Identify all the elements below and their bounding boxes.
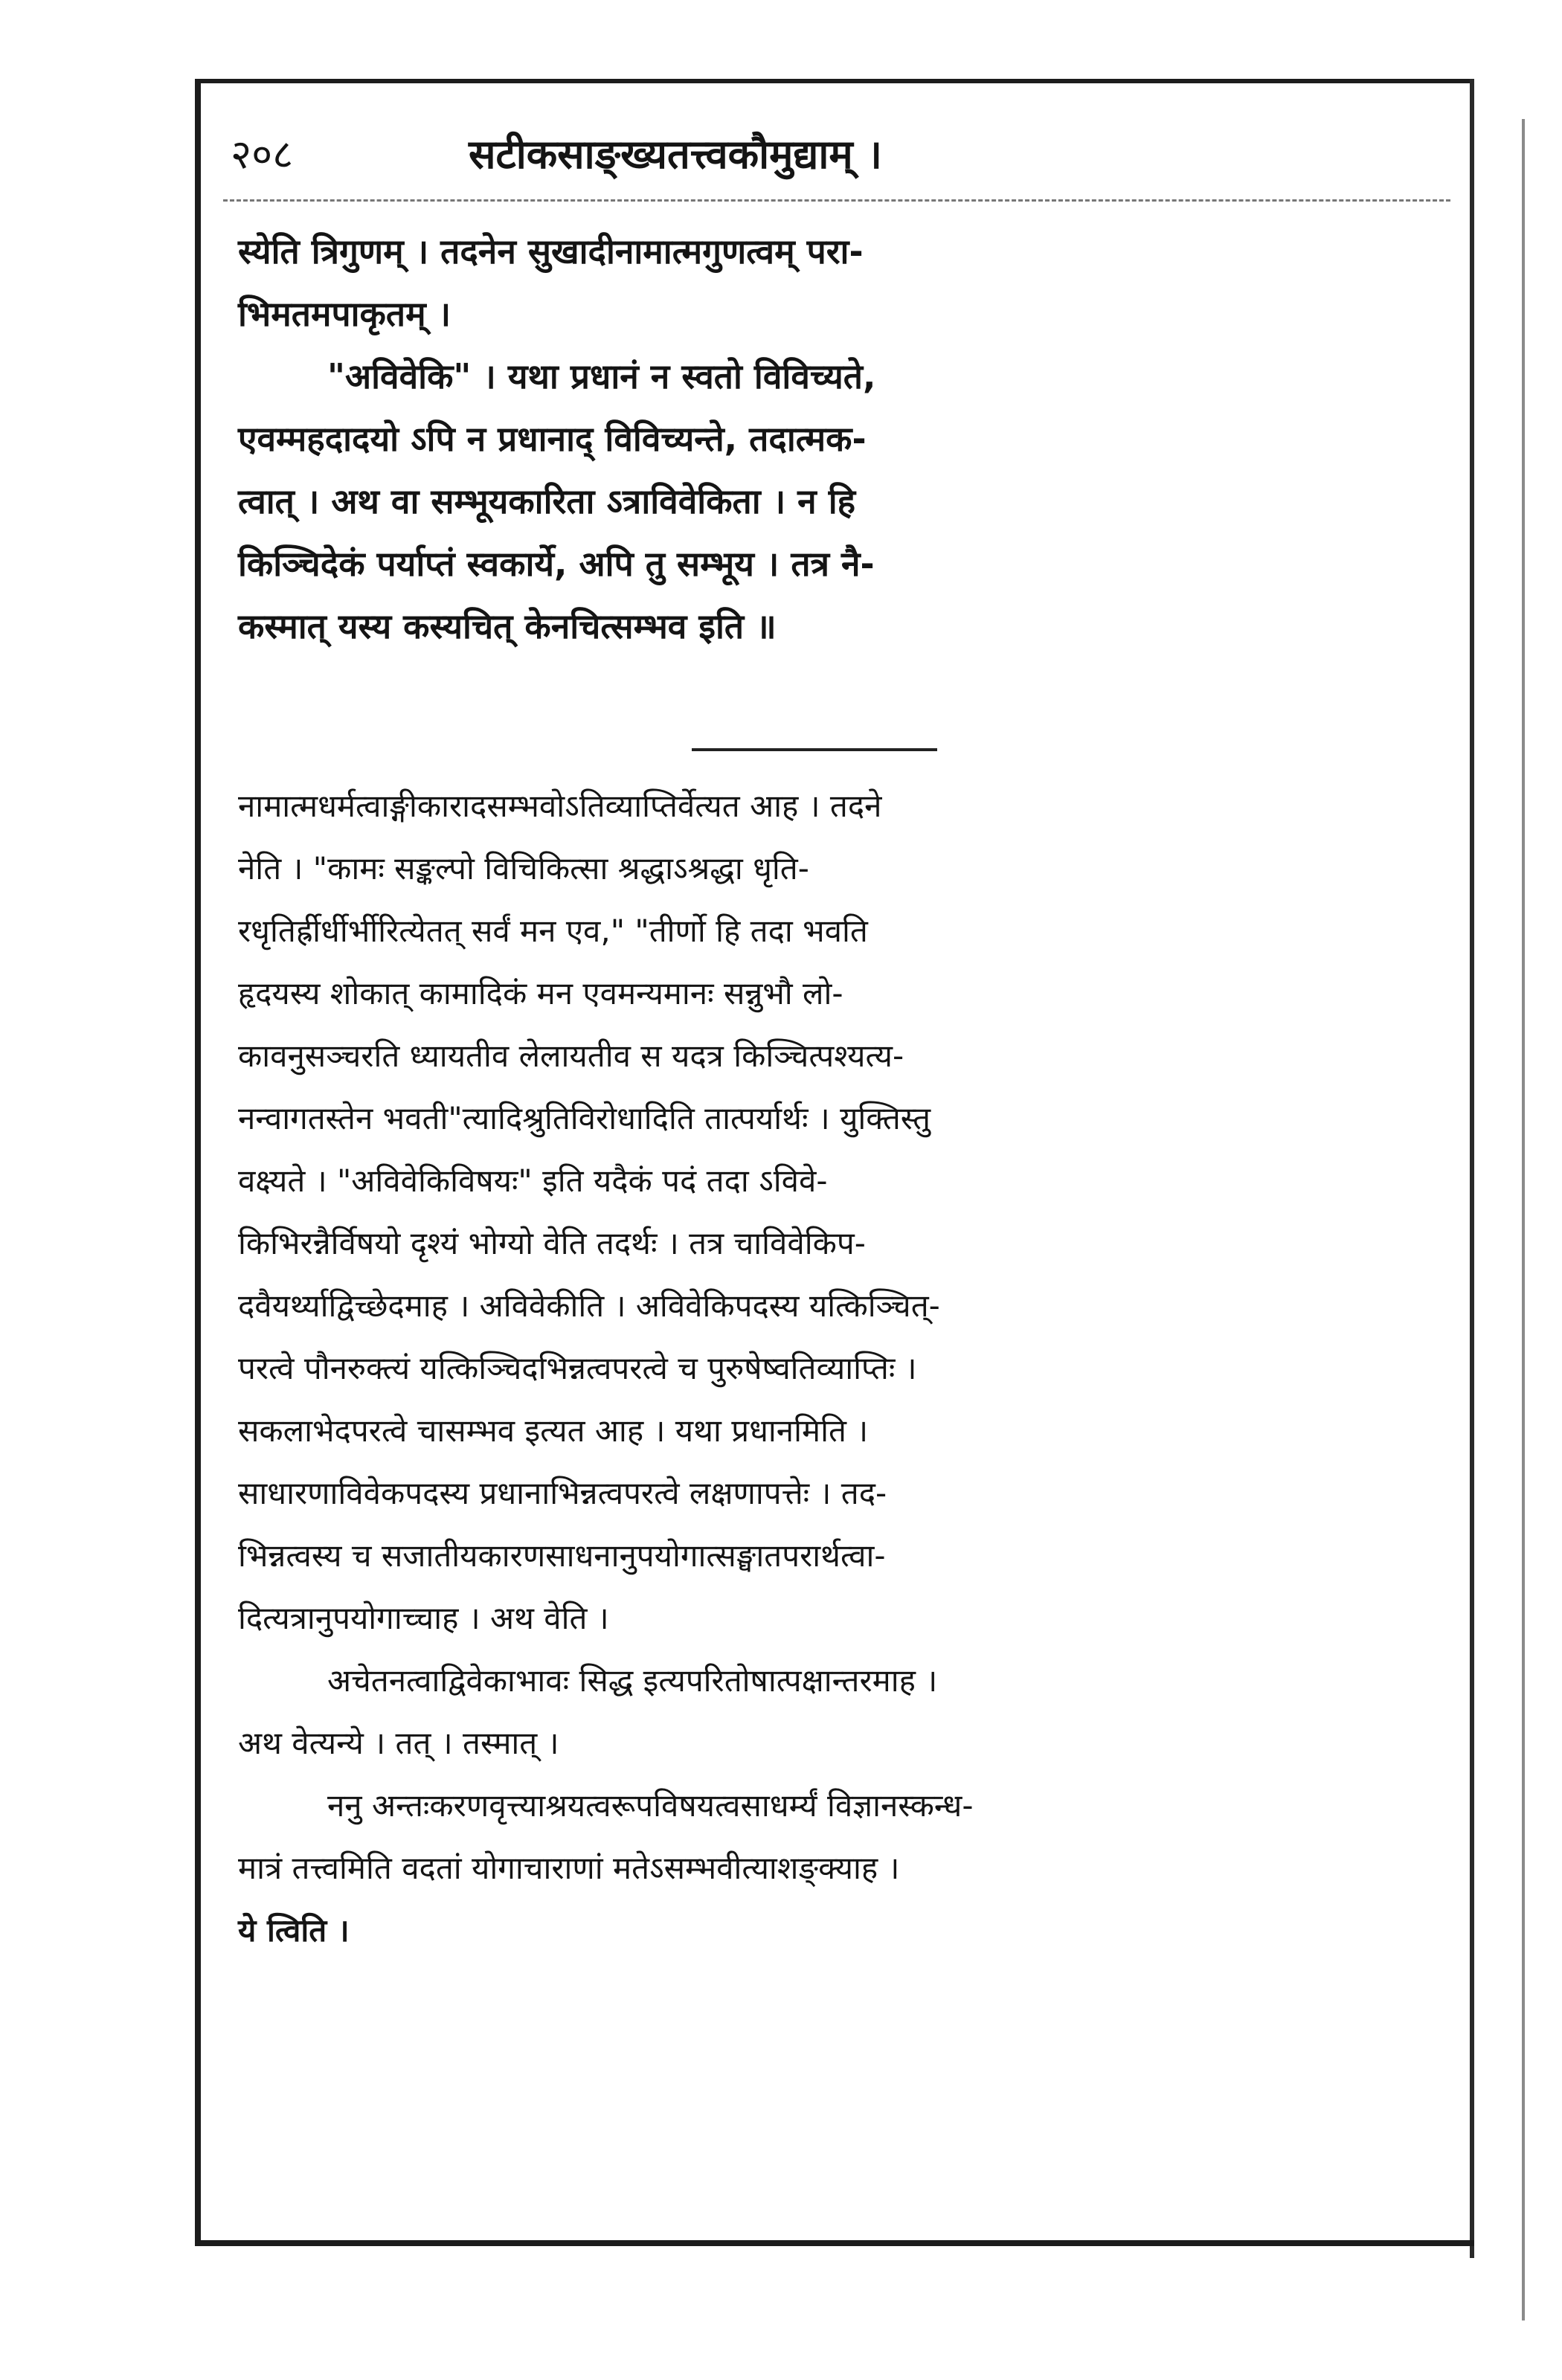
commentary-line: कस्मात् यस्य कस्यचित् केनचित्सम्भव इति ॥	[238, 606, 777, 646]
gloss-line: नन्वागतस्तेन भवती"त्यादिश्रुतिविरोधादिति तात्पर्यार्थः । युक्तिस्तु	[238, 1100, 931, 1136]
gloss-line: ये त्विति ।	[238, 1912, 350, 1949]
page-header	[223, 112, 1458, 193]
gloss-line: नामात्मधर्मत्वाङ्गीकारादसम्भवोऽतिव्याप्तिर्वेत्यत आह । तदने	[238, 788, 882, 824]
gloss-line: हृदयस्य शोकात् कामादिकं मन एवमन्यमानः सन्नुभौ लो-	[238, 975, 843, 1012]
scan-left-edge	[195, 80, 201, 2245]
section-divider	[692, 748, 937, 751]
commentary-line: स्येति त्रिगुणम् । तदनेन सुखादीनामात्मगुणत्वम् परा-	[238, 231, 864, 271]
gloss-line: कावनुसञ्चरति ध्यायतीव लेलायतीव स यदत्र किञ्चित्पश्यत्य-	[238, 1038, 904, 1074]
gloss-line: अथ वेत्यन्ये । तत् । तस्मात् ।	[238, 1725, 559, 1761]
page-bleed-stroke	[1522, 119, 1525, 2320]
gloss-line: नेति । "कामः सङ्कल्पो विचिकित्सा श्रद्धाऽश्रद्धा धृति-	[238, 850, 809, 887]
gloss-line: सकलाभेदपरत्वे चासम्भव इत्यत आह । यथा प्रधानमिति ।	[238, 1412, 869, 1449]
gloss-line: साधारणाविवेकपदस्य प्रधानाभिन्नत्वपरत्वे लक्षणापत्तेः । तद-	[238, 1475, 887, 1511]
gloss-line: वक्ष्यते । "अविवेकिविषयः" इति यदैकं पदं तदा ऽविवे-	[238, 1162, 828, 1199]
running-title: सटीकसाङ्ख्यतत्त्वकौमुद्याम् ।	[469, 131, 882, 178]
header-rule	[223, 199, 1450, 202]
scan-top-edge	[195, 79, 1474, 83]
gloss-line: मात्रं तत्त्वमिति वदतां योगाचाराणां मतेऽसम्भवीत्याशङ्क्याह ।	[238, 1850, 900, 1886]
gloss-line: ननु अन्तःकरणवृत्त्याश्रयत्वरूपविषयत्वसाधर्म्यं विज्ञानस्कन्ध-	[327, 1787, 974, 1824]
page-area	[223, 89, 1458, 2231]
scan-bottom-edge	[195, 2240, 1474, 2246]
gloss-line: दवैयर्थ्याद्विच्छेदमाह । अविवेकीति । अविवेकिपदस्य यत्किञ्चित्-	[238, 1287, 940, 1324]
commentary-line: भिमतमपाकृतम् ।	[238, 294, 451, 334]
commentary-line: त्वात् । अथ वा सम्भूयकारिता ऽत्राविवेकिता । न हि	[238, 481, 856, 521]
scan-right-edge	[1470, 79, 1474, 2258]
commentary-line: किञ्चिदेकं पर्याप्तं स्वकार्ये, अपि तु सम्भूय । तत्र नै-	[238, 544, 875, 584]
commentary-line: एवम्महदादयो ऽपि न प्रधानाद् विविच्यन्ते, तदात्मक-	[238, 419, 867, 459]
commentary-block	[238, 220, 1436, 657]
gloss-line: भिन्नत्वस्य च सजातीयकारणसाधनानुपयोगात्सङ्घातपरार्थत्वा-	[238, 1537, 886, 1574]
gloss-line: रधृतिर्ह्रीर्धीर्भीरित्येतत् सर्वं मन एव," "तीर्णो हि तदा भवति	[238, 913, 868, 949]
page-number: २०८	[231, 131, 294, 178]
gloss-line: परत्वे पौनरुक्त्यं यत्किञ्चिदभिन्नत्वपरत्वे च पुरुषेष्वतिव्याप्तिः ।	[238, 1350, 917, 1386]
commentary-line: "अविवेकि" । यथा प्रधानं न स्वतो विविच्यते,	[327, 356, 876, 396]
gloss-block	[238, 775, 1436, 1962]
gloss-line: किभिरन्नैर्विषयो दृश्यं भोग्यो वेति तदर्थः । तत्र चाविवेकिप-	[238, 1225, 866, 1261]
gloss-line: दित्यत्रानुपयोगाच्चाह । अथ वेति ।	[238, 1600, 609, 1636]
gloss-line: अचेतनत्वाद्विवेकाभावः सिद्ध इत्यपरितोषात्पक्षान्तरमाह ।	[327, 1662, 938, 1699]
